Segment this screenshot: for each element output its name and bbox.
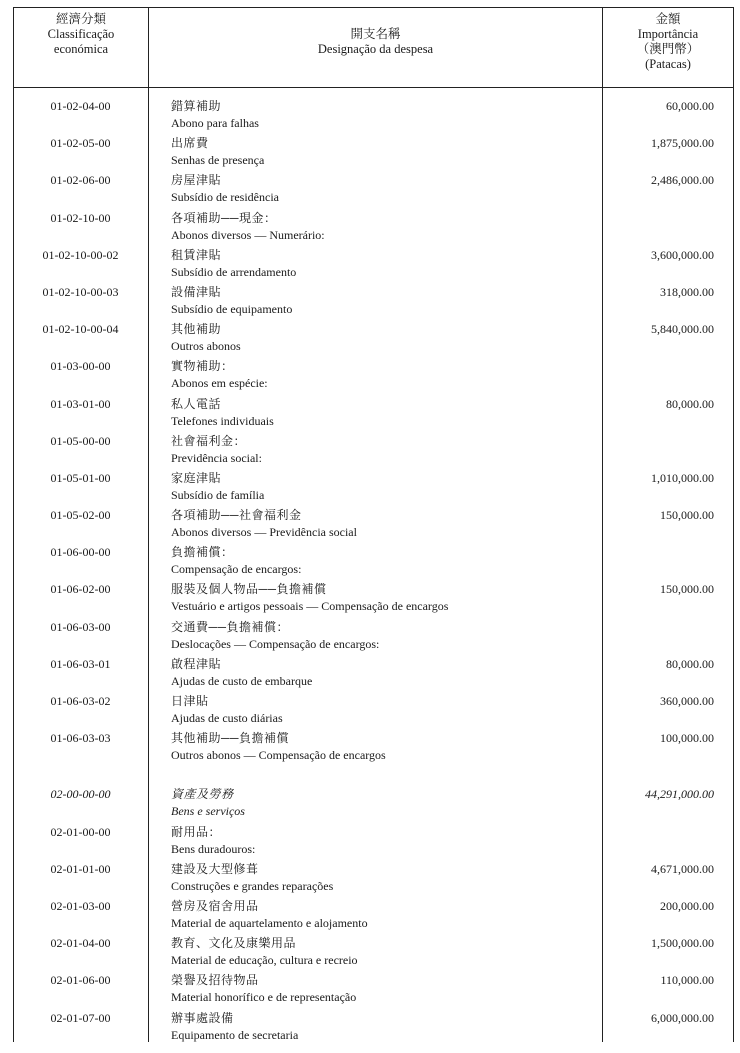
amount: 360,000.00 bbox=[660, 694, 714, 708]
designation-zh: 耐用品： bbox=[171, 824, 222, 839]
amount: 5,840,000.00 bbox=[651, 322, 714, 337]
designation-pt: Material de aquartelamento e alojamento bbox=[171, 915, 368, 930]
designation-pt: Bens duradouros: bbox=[171, 841, 256, 856]
classification-code: 01-06-03-03 bbox=[50, 731, 111, 746]
table-row bbox=[14, 730, 733, 767]
designation-pt: Ajudas de custo de embarque bbox=[171, 673, 313, 688]
table-row bbox=[14, 433, 733, 470]
classification-code: 01-03-01-00 bbox=[50, 396, 111, 411]
designation-zh: 各項補助──社會福利金 bbox=[171, 508, 302, 523]
designation-zh: 啟程津貼 bbox=[171, 656, 222, 671]
designation-pt: Senhas de presença bbox=[171, 153, 265, 168]
header-divider bbox=[14, 87, 733, 88]
classification-code: 01-06-02-00 bbox=[50, 582, 111, 597]
classification-code: 01-06-03-00 bbox=[50, 619, 111, 634]
designation bbox=[171, 135, 264, 169]
designation-zh: 資產及勞務 bbox=[171, 787, 234, 802]
designation-zh: 房屋津貼 bbox=[171, 173, 222, 188]
designation-pt: Deslocações — Compensação de encargos: bbox=[171, 636, 380, 651]
designation-pt: Telefones individuais bbox=[171, 413, 274, 428]
designation-pt: Material de educação, cultura e recreio bbox=[171, 953, 358, 968]
designation-pt: Subsídio de equipamento bbox=[171, 301, 293, 316]
designation bbox=[171, 358, 268, 392]
amount: 2,486,000.00 bbox=[651, 173, 714, 188]
designation-zh: 實物補助： bbox=[171, 359, 234, 374]
classification-code: 01-02-05-00 bbox=[50, 136, 111, 151]
classification-code: 01-02-10-00-04 bbox=[42, 322, 119, 337]
amount: 100,000.00 bbox=[660, 731, 714, 746]
designation-zh: 負擔補償： bbox=[171, 545, 234, 560]
designation bbox=[171, 396, 274, 430]
header-amount: 金額 Importância （澳門幣） (Patacas) bbox=[636, 12, 700, 71]
table-row bbox=[14, 358, 733, 395]
designation-pt: Subsídio de residência bbox=[171, 190, 279, 205]
table-row bbox=[14, 507, 733, 544]
designation-zh: 出席費 bbox=[171, 136, 209, 151]
classification-code: 01-03-00-00 bbox=[50, 359, 111, 374]
classification-code: 01-06-03-02 bbox=[50, 694, 111, 708]
table-row bbox=[14, 544, 733, 581]
amount: 1,500,000.00 bbox=[651, 936, 714, 951]
designation bbox=[171, 433, 262, 467]
designation bbox=[171, 935, 358, 969]
table-row bbox=[14, 321, 733, 358]
table-row bbox=[14, 470, 733, 507]
designation bbox=[171, 972, 356, 1006]
table-row bbox=[14, 861, 733, 898]
designation-zh: 日津貼 bbox=[171, 694, 209, 708]
designation-zh: 教育、文化及康樂用品 bbox=[171, 936, 297, 951]
amount: 6,000,000.00 bbox=[651, 1010, 714, 1025]
designation bbox=[171, 861, 333, 895]
table-row bbox=[14, 898, 733, 935]
designation-pt: Construções e grandes reparações bbox=[171, 878, 334, 893]
budget-table bbox=[13, 7, 734, 1042]
table-row bbox=[14, 693, 733, 730]
table-row bbox=[14, 581, 733, 618]
designation-zh: 建設及大型修葺 bbox=[171, 861, 259, 876]
table-row bbox=[14, 396, 733, 433]
designation bbox=[171, 693, 283, 727]
classification-code: 01-02-04-00 bbox=[50, 99, 111, 113]
designation-zh: 榮譽及招待物品 bbox=[171, 973, 259, 988]
amount: 318,000.00 bbox=[660, 284, 714, 299]
amount: 4,671,000.00 bbox=[651, 861, 714, 876]
designation bbox=[171, 544, 301, 578]
designation bbox=[171, 470, 264, 504]
classification-code: 01-05-02-00 bbox=[50, 508, 111, 523]
designation bbox=[171, 898, 368, 932]
designation-pt: Vestuário e artigos pessoais — Compensação de encargos bbox=[171, 599, 449, 614]
designation-pt: Equipamento de secretaria bbox=[171, 1027, 299, 1042]
designation-pt: Ajudas de custo diárias bbox=[171, 711, 283, 725]
designation bbox=[171, 786, 245, 820]
classification-code: 01-06-03-01 bbox=[50, 656, 111, 671]
table-row bbox=[14, 1010, 733, 1047]
classification-code: 02-01-00-00 bbox=[50, 824, 111, 839]
designation bbox=[171, 1010, 298, 1044]
classification-code: 01-02-10-00-02 bbox=[42, 247, 119, 262]
designation-zh: 營房及宿舍用品 bbox=[171, 898, 259, 913]
table-body bbox=[14, 98, 733, 1047]
designation-zh: 服裝及個人物品──負擔補償 bbox=[171, 582, 327, 597]
designation-zh: 錯算補助 bbox=[171, 99, 222, 113]
designation-pt: Outros abonos bbox=[171, 339, 241, 354]
designation-zh: 社會福利金： bbox=[171, 433, 247, 448]
designation-pt: Material honorífico e de representação bbox=[171, 990, 357, 1005]
designation-zh: 其他補助──負擔補償 bbox=[171, 731, 290, 746]
amount: 110,000.00 bbox=[660, 973, 714, 988]
classification-code: 02-01-01-00 bbox=[50, 861, 111, 876]
designation bbox=[171, 321, 241, 355]
amount: 80,000.00 bbox=[666, 396, 714, 411]
designation-zh: 辦事處設備 bbox=[171, 1010, 234, 1025]
classification-code: 02-01-06-00 bbox=[50, 973, 111, 988]
classification-code: 02-00-00-00 bbox=[50, 787, 111, 802]
designation-zh: 設備津貼 bbox=[171, 284, 222, 299]
table-row bbox=[14, 824, 733, 861]
classification-code: 01-02-06-00 bbox=[50, 173, 111, 188]
designation-zh: 家庭津貼 bbox=[171, 470, 222, 485]
designation bbox=[171, 507, 357, 541]
amount: 44,291,000.00 bbox=[645, 787, 714, 802]
amount: 1,875,000.00 bbox=[651, 136, 714, 151]
designation-pt: Outros abonos — Compensação de encargos bbox=[171, 748, 386, 763]
designation bbox=[171, 247, 296, 281]
table-row bbox=[14, 972, 733, 1009]
designation bbox=[171, 619, 379, 653]
amount: 200,000.00 bbox=[660, 898, 714, 913]
designation bbox=[171, 824, 255, 858]
designation bbox=[171, 581, 448, 615]
designation-pt: Subsídio de família bbox=[171, 487, 265, 502]
header-designation: 開支名稱 Designação da despesa bbox=[317, 27, 434, 56]
amount: 60,000.00 bbox=[666, 99, 714, 113]
table-row bbox=[14, 172, 733, 209]
designation-pt: Abonos diversos — Numerário: bbox=[171, 227, 325, 242]
designation-zh: 各項補助──現金： bbox=[171, 210, 277, 225]
designation bbox=[171, 730, 386, 764]
table-row bbox=[14, 619, 733, 656]
designation-pt: Compensação de encargos: bbox=[171, 562, 302, 577]
table-row bbox=[14, 247, 733, 284]
designation-zh: 其他補助 bbox=[171, 322, 222, 337]
table-row bbox=[14, 98, 733, 135]
designation bbox=[171, 210, 325, 244]
table-row bbox=[14, 656, 733, 693]
designation bbox=[171, 172, 279, 206]
amount: 80,000.00 bbox=[666, 656, 714, 671]
classification-code: 02-01-03-00 bbox=[50, 898, 111, 913]
designation-pt: Bens e serviços bbox=[171, 804, 245, 819]
classification-code: 01-02-10-00 bbox=[50, 210, 111, 225]
designation-pt: Abonos em espécie: bbox=[171, 376, 268, 391]
designation-zh: 交通費──負擔補償： bbox=[171, 619, 290, 634]
designation bbox=[171, 284, 292, 318]
designation-pt: Subsídio de arrendamento bbox=[171, 264, 297, 279]
table-row bbox=[14, 135, 733, 172]
classification-code: 01-02-10-00-03 bbox=[42, 284, 119, 299]
designation-pt: Abono para falhas bbox=[171, 116, 259, 130]
table-row bbox=[14, 210, 733, 247]
table-row bbox=[14, 284, 733, 321]
amount: 3,600,000.00 bbox=[651, 247, 714, 262]
classification-code: 02-01-07-00 bbox=[50, 1010, 111, 1025]
table-row bbox=[14, 935, 733, 972]
classification-code: 01-05-00-00 bbox=[50, 433, 111, 448]
designation-zh: 私人電話 bbox=[171, 396, 222, 411]
classification-code: 01-06-00-00 bbox=[50, 545, 111, 560]
classification-code: 02-01-04-00 bbox=[50, 936, 111, 951]
designation-pt: Abonos diversos — Previdência social bbox=[171, 525, 357, 540]
designation-pt: Previdência social: bbox=[171, 450, 262, 465]
table-row bbox=[14, 786, 733, 823]
amount: 150,000.00 bbox=[660, 508, 714, 523]
designation bbox=[171, 98, 259, 132]
classification-code: 01-05-01-00 bbox=[50, 470, 111, 485]
designation bbox=[171, 656, 312, 690]
amount: 1,010,000.00 bbox=[651, 470, 714, 485]
amount: 150,000.00 bbox=[660, 582, 714, 597]
designation-zh: 租賃津貼 bbox=[171, 247, 222, 262]
header-classification: 經濟分類 Classificação económica bbox=[47, 12, 115, 56]
